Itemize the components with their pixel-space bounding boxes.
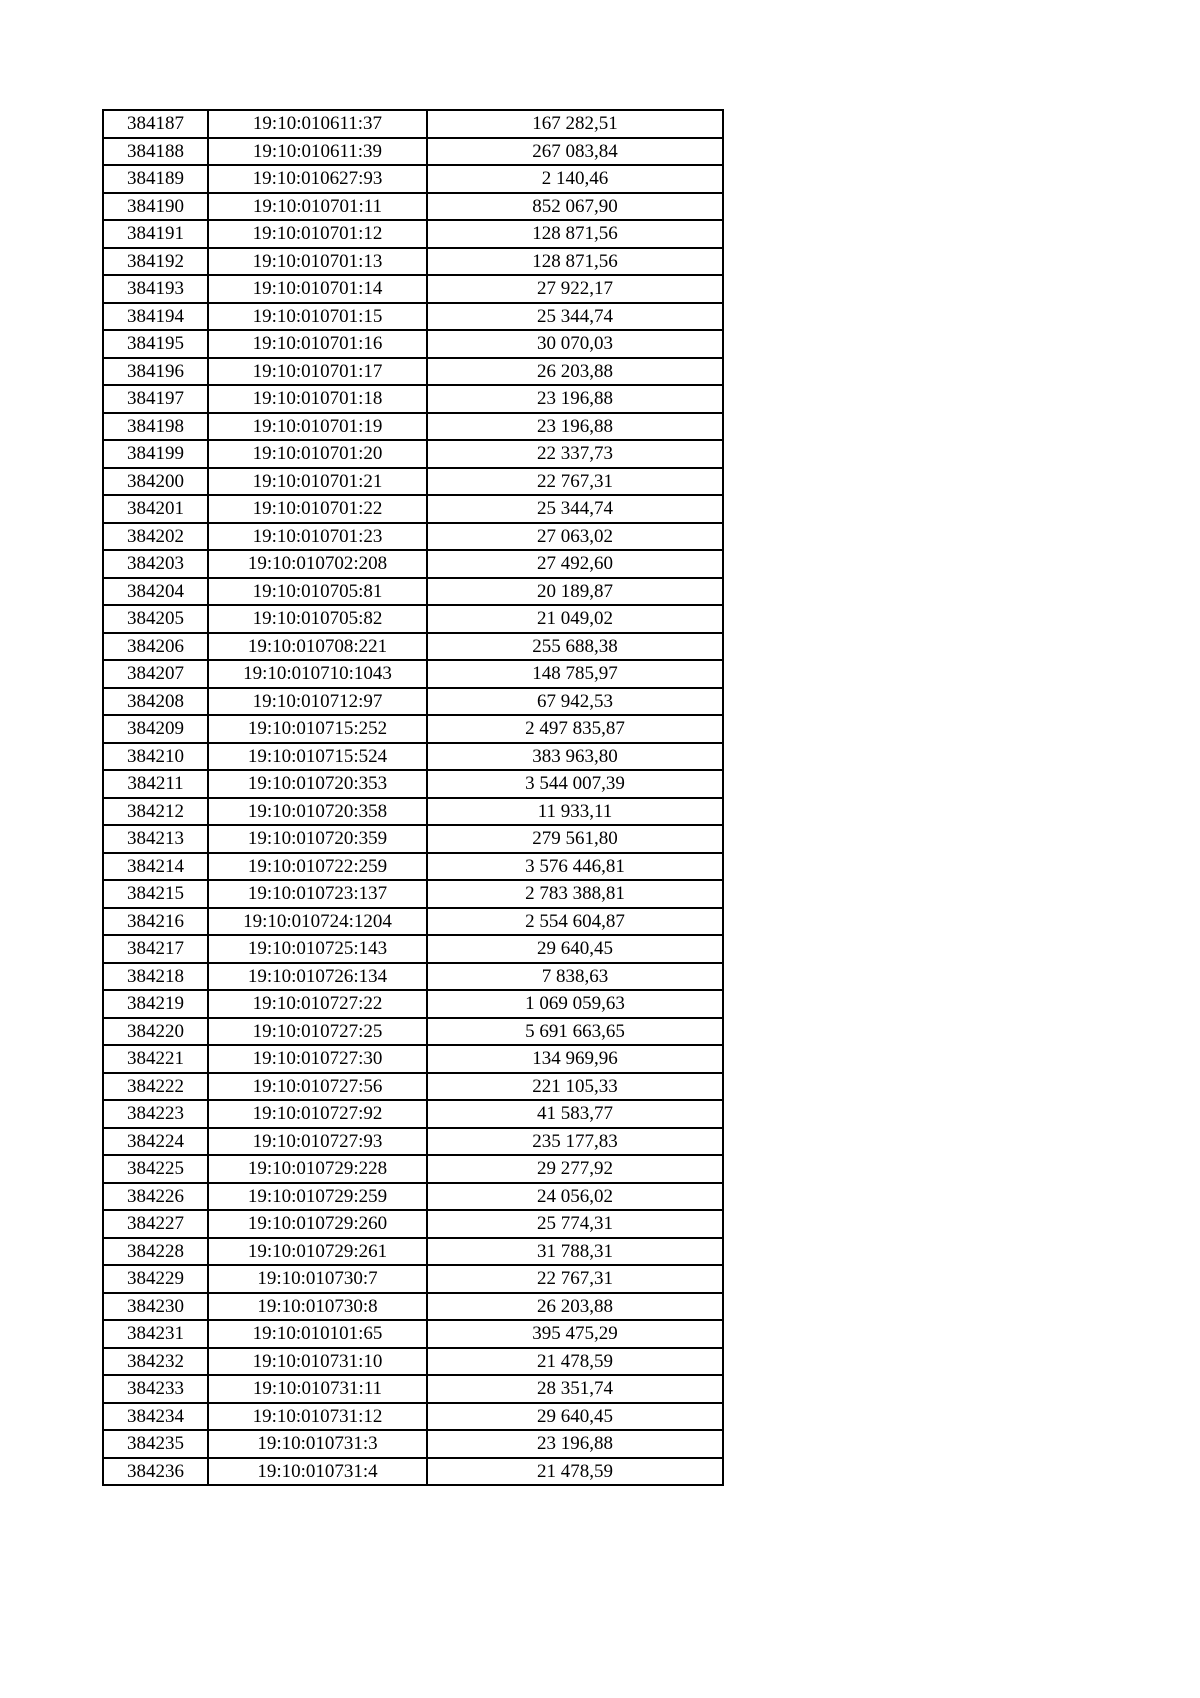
table-row [103,825,723,853]
row-number-cell: 384199 [103,440,208,468]
row-number-cell: 384196 [103,358,208,386]
cadastral-number-cell: 19:10:010705:82 [208,605,427,633]
cadastral-number-cell: 19:10:010702:208 [208,550,427,578]
row-number-cell: 384210 [103,743,208,771]
table-row [103,1265,723,1293]
row-number-cell: 384211 [103,770,208,798]
table-row [103,1128,723,1156]
cadastral-value-cell: 852 067,90 [427,193,723,221]
cadastral-number-cell: 19:10:010708:221 [208,633,427,661]
table-row [103,1403,723,1431]
cadastral-value-cell: 23 196,88 [427,413,723,441]
cadastral-number-cell: 19:10:010701:14 [208,275,427,303]
cadastral-number-cell: 19:10:010715:252 [208,715,427,743]
table-row [103,138,723,166]
cadastral-value-cell: 2 140,46 [427,165,723,193]
row-number-cell: 384225 [103,1155,208,1183]
cadastral-value-cell: 1 069 059,63 [427,990,723,1018]
table-row [103,1018,723,1046]
cadastral-value-cell: 3 576 446,81 [427,853,723,881]
cadastral-number-cell: 19:10:010730:8 [208,1293,427,1321]
table-row [103,1210,723,1238]
row-number-cell: 384221 [103,1045,208,1073]
cadastral-number-cell: 19:10:010727:30 [208,1045,427,1073]
table-row [103,963,723,991]
table-row [103,605,723,633]
row-number-cell: 384198 [103,413,208,441]
table-row [103,798,723,826]
row-number-cell: 384201 [103,495,208,523]
row-number-cell: 384219 [103,990,208,1018]
cadastral-number-cell: 19:10:010727:92 [208,1100,427,1128]
cadastral-number-cell: 19:10:010725:143 [208,935,427,963]
row-number-cell: 384204 [103,578,208,606]
table-row [103,1183,723,1211]
row-number-cell: 384194 [103,303,208,331]
table-row [103,165,723,193]
table-row [103,1375,723,1403]
cadastral-number-cell: 19:10:010705:81 [208,578,427,606]
row-number-cell: 384230 [103,1293,208,1321]
cadastral-number-cell: 19:10:010701:12 [208,220,427,248]
cadastral-number-cell: 19:10:010731:12 [208,1403,427,1431]
cadastral-value-cell: 21 049,02 [427,605,723,633]
cadastral-number-cell: 19:10:010724:1204 [208,908,427,936]
cadastral-number-cell: 19:10:010727:93 [208,1128,427,1156]
cadastral-number-cell: 19:10:010720:359 [208,825,427,853]
table-row [103,1320,723,1348]
cadastral-value-cell: 22 767,31 [427,468,723,496]
row-number-cell: 384223 [103,1100,208,1128]
cadastral-value-cell: 395 475,29 [427,1320,723,1348]
table-row [103,523,723,551]
cadastral-number-cell: 19:10:010727:25 [208,1018,427,1046]
row-number-cell: 384214 [103,853,208,881]
row-number-cell: 384193 [103,275,208,303]
row-number-cell: 384192 [103,248,208,276]
row-number-cell: 384209 [103,715,208,743]
cadastral-value-cell: 22 767,31 [427,1265,723,1293]
cadastral-value-cell: 25 774,31 [427,1210,723,1238]
table-row [103,275,723,303]
cadastral-value-cell: 148 785,97 [427,660,723,688]
row-number-cell: 384226 [103,1183,208,1211]
cadastral-number-cell: 19:10:010710:1043 [208,660,427,688]
cadastral-value-cell: 67 942,53 [427,688,723,716]
cadastral-value-cell: 20 189,87 [427,578,723,606]
row-number-cell: 384202 [103,523,208,551]
cadastral-number-cell: 19:10:010722:259 [208,853,427,881]
cadastral-value-cell: 383 963,80 [427,743,723,771]
row-number-cell: 384197 [103,385,208,413]
row-number-cell: 384190 [103,193,208,221]
cadastral-number-cell: 19:10:010701:17 [208,358,427,386]
cadastral-value-cell: 167 282,51 [427,110,723,138]
cadastral-number-cell: 19:10:010731:3 [208,1430,427,1458]
table-row [103,1073,723,1101]
row-number-cell: 384187 [103,110,208,138]
table-row [103,248,723,276]
cadastral-value-cell: 27 063,02 [427,523,723,551]
row-number-cell: 384220 [103,1018,208,1046]
cadastral-value-table [102,109,724,1486]
cadastral-number-cell: 19:10:010701:22 [208,495,427,523]
cadastral-value-cell: 22 337,73 [427,440,723,468]
table-row [103,633,723,661]
table-row [103,853,723,881]
cadastral-value-cell: 27 492,60 [427,550,723,578]
cadastral-number-cell: 19:10:010701:13 [208,248,427,276]
cadastral-number-cell: 19:10:010731:10 [208,1348,427,1376]
row-number-cell: 384191 [103,220,208,248]
table-row [103,495,723,523]
cadastral-value-cell: 23 196,88 [427,385,723,413]
table-row [103,1458,723,1486]
table-row [103,385,723,413]
cadastral-value-cell: 21 478,59 [427,1458,723,1486]
cadastral-value-cell: 221 105,33 [427,1073,723,1101]
cadastral-number-cell: 19:10:010101:65 [208,1320,427,1348]
cadastral-number-cell: 19:10:010720:353 [208,770,427,798]
row-number-cell: 384208 [103,688,208,716]
table-row [103,1348,723,1376]
row-number-cell: 384189 [103,165,208,193]
cadastral-value-cell: 2 497 835,87 [427,715,723,743]
cadastral-number-cell: 19:10:010731:11 [208,1375,427,1403]
cadastral-value-cell: 235 177,83 [427,1128,723,1156]
row-number-cell: 384231 [103,1320,208,1348]
row-number-cell: 384224 [103,1128,208,1156]
table-row [103,330,723,358]
cadastral-value-cell: 29 277,92 [427,1155,723,1183]
cadastral-value-cell: 128 871,56 [427,248,723,276]
table-row [103,110,723,138]
table-row [103,770,723,798]
cadastral-value-cell: 24 056,02 [427,1183,723,1211]
table-row [103,220,723,248]
row-number-cell: 384236 [103,1458,208,1486]
row-number-cell: 384235 [103,1430,208,1458]
cadastral-number-cell: 19:10:010720:358 [208,798,427,826]
cadastral-value-cell: 27 922,17 [427,275,723,303]
table-row [103,550,723,578]
table-row [103,193,723,221]
cadastral-value-cell: 26 203,88 [427,358,723,386]
table-row [103,990,723,1018]
cadastral-value-cell: 30 070,03 [427,330,723,358]
table-row [103,688,723,716]
cadastral-number-cell: 19:10:010701:23 [208,523,427,551]
cadastral-number-cell: 19:10:010731:4 [208,1458,427,1486]
cadastral-number-cell: 19:10:010611:39 [208,138,427,166]
row-number-cell: 384217 [103,935,208,963]
row-number-cell: 384213 [103,825,208,853]
row-number-cell: 384205 [103,605,208,633]
row-number-cell: 384207 [103,660,208,688]
row-number-cell: 384218 [103,963,208,991]
cadastral-value-cell: 28 351,74 [427,1375,723,1403]
cadastral-number-cell: 19:10:010729:260 [208,1210,427,1238]
cadastral-number-cell: 19:10:010727:56 [208,1073,427,1101]
row-number-cell: 384227 [103,1210,208,1238]
cadastral-number-cell: 19:10:010701:20 [208,440,427,468]
row-number-cell: 384212 [103,798,208,826]
cadastral-value-cell: 2 783 388,81 [427,880,723,908]
cadastral-value-cell: 128 871,56 [427,220,723,248]
table-row [103,578,723,606]
cadastral-number-cell: 19:10:010701:19 [208,413,427,441]
row-number-cell: 384203 [103,550,208,578]
cadastral-value-cell: 29 640,45 [427,1403,723,1431]
cadastral-value-cell: 5 691 663,65 [427,1018,723,1046]
table-row [103,358,723,386]
table-row [103,1430,723,1458]
cadastral-value-cell: 31 788,31 [427,1238,723,1266]
table-row [103,468,723,496]
cadastral-value-cell: 11 933,11 [427,798,723,826]
table-row [103,880,723,908]
cadastral-value-cell: 255 688,38 [427,633,723,661]
cadastral-value-cell: 25 344,74 [427,303,723,331]
row-number-cell: 384200 [103,468,208,496]
cadastral-value-cell: 279 561,80 [427,825,723,853]
row-number-cell: 384195 [103,330,208,358]
cadastral-value-cell: 134 969,96 [427,1045,723,1073]
cadastral-value-cell: 26 203,88 [427,1293,723,1321]
cadastral-number-cell: 19:10:010712:97 [208,688,427,716]
cadastral-number-cell: 19:10:010627:93 [208,165,427,193]
cadastral-value-cell: 2 554 604,87 [427,908,723,936]
table-row [103,303,723,331]
table-row [103,1293,723,1321]
cadastral-number-cell: 19:10:010611:37 [208,110,427,138]
table-row [103,1100,723,1128]
cadastral-number-cell: 19:10:010727:22 [208,990,427,1018]
cadastral-number-cell: 19:10:010729:259 [208,1183,427,1211]
cadastral-value-cell: 23 196,88 [427,1430,723,1458]
cadastral-number-cell: 19:10:010715:524 [208,743,427,771]
row-number-cell: 384188 [103,138,208,166]
cadastral-value-cell: 25 344,74 [427,495,723,523]
row-number-cell: 384216 [103,908,208,936]
row-number-cell: 384222 [103,1073,208,1101]
cadastral-value-cell: 267 083,84 [427,138,723,166]
cadastral-number-cell: 19:10:010723:137 [208,880,427,908]
row-number-cell: 384206 [103,633,208,661]
row-number-cell: 384228 [103,1238,208,1266]
table-row [103,413,723,441]
cadastral-number-cell: 19:10:010701:11 [208,193,427,221]
cadastral-number-cell: 19:10:010729:261 [208,1238,427,1266]
table-row [103,1155,723,1183]
table-body [103,110,723,1485]
table-row [103,935,723,963]
cadastral-number-cell: 19:10:010729:228 [208,1155,427,1183]
row-number-cell: 384233 [103,1375,208,1403]
cadastral-number-cell: 19:10:010701:18 [208,385,427,413]
row-number-cell: 384234 [103,1403,208,1431]
row-number-cell: 384229 [103,1265,208,1293]
table-row [103,660,723,688]
row-number-cell: 384215 [103,880,208,908]
table-row [103,1238,723,1266]
row-number-cell: 384232 [103,1348,208,1376]
cadastral-value-cell: 21 478,59 [427,1348,723,1376]
cadastral-value-cell: 29 640,45 [427,935,723,963]
cadastral-number-cell: 19:10:010701:21 [208,468,427,496]
table-row [103,743,723,771]
table-row [103,1045,723,1073]
cadastral-number-cell: 19:10:010726:134 [208,963,427,991]
cadastral-value-cell: 41 583,77 [427,1100,723,1128]
table-row [103,440,723,468]
table-row [103,715,723,743]
cadastral-value-cell: 7 838,63 [427,963,723,991]
cadastral-value-cell: 3 544 007,39 [427,770,723,798]
cadastral-number-cell: 19:10:010701:15 [208,303,427,331]
table-row [103,908,723,936]
cadastral-number-cell: 19:10:010701:16 [208,330,427,358]
cadastral-number-cell: 19:10:010730:7 [208,1265,427,1293]
